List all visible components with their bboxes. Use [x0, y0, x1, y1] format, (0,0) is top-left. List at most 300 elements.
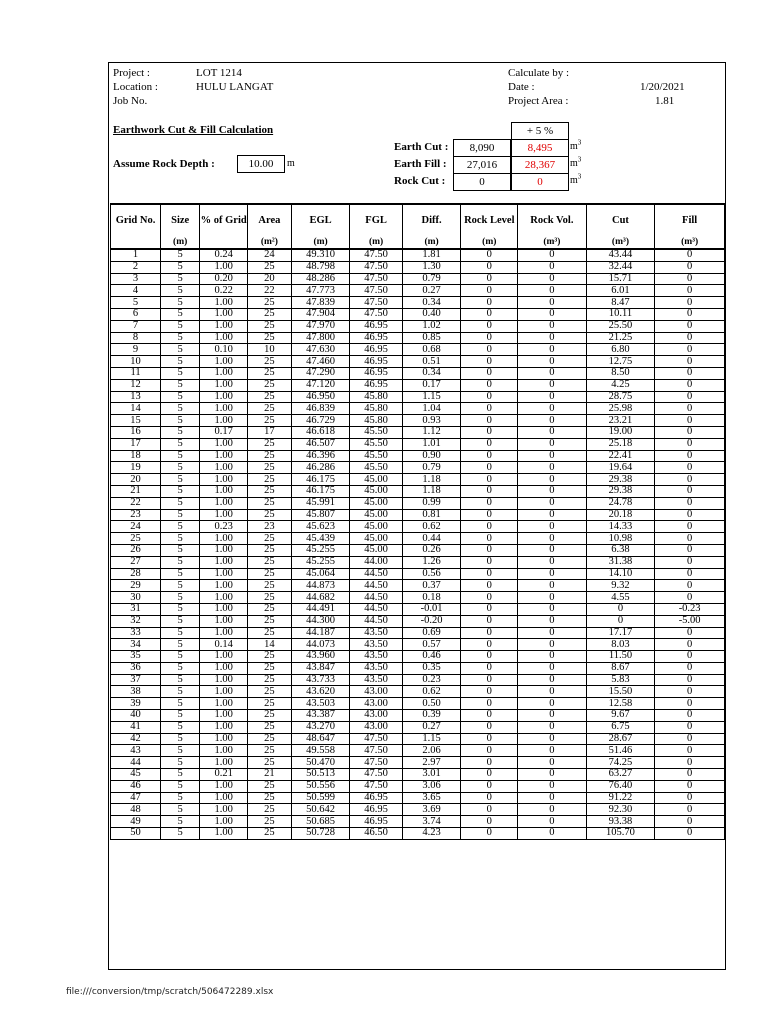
table-cell[interactable]: -0.23	[655, 603, 725, 615]
table-cell[interactable]: 0	[461, 379, 518, 391]
table-cell[interactable]: 0.81	[402, 509, 461, 521]
table-cell[interactable]: 45.50	[350, 438, 402, 450]
table-cell[interactable]: 1.00	[200, 792, 248, 804]
table-cell[interactable]: 0	[461, 639, 518, 651]
table-cell[interactable]: 45.50	[350, 450, 402, 462]
table-cell[interactable]: 0	[518, 651, 587, 663]
table-cell[interactable]: 25	[248, 674, 292, 686]
table-cell[interactable]: 25	[248, 733, 292, 745]
table-cell[interactable]: 2.97	[402, 757, 461, 769]
table-cell[interactable]: 5	[161, 615, 200, 627]
table-cell[interactable]: 44.00	[350, 556, 402, 568]
table-cell[interactable]: 29	[111, 580, 161, 592]
table-cell[interactable]: 0	[655, 273, 725, 285]
table-cell[interactable]: 47.50	[350, 780, 402, 792]
table-cell[interactable]: 0	[655, 592, 725, 604]
table-cell[interactable]: 0	[655, 285, 725, 297]
table-cell[interactable]: 1.30	[402, 261, 461, 273]
table-cell[interactable]: 20	[248, 273, 292, 285]
table-cell[interactable]: 0.14	[200, 639, 248, 651]
table-cell[interactable]: 0	[518, 804, 587, 816]
table-cell[interactable]: 45.80	[350, 415, 402, 427]
table-cell[interactable]: 0	[461, 332, 518, 344]
table-cell[interactable]: 0	[655, 391, 725, 403]
table-cell[interactable]: 0.21	[200, 769, 248, 781]
table-cell[interactable]: 18	[111, 450, 161, 462]
table-cell[interactable]: 43	[111, 745, 161, 757]
table-cell[interactable]: 1.00	[200, 615, 248, 627]
table-cell[interactable]: 46	[111, 780, 161, 792]
table-cell[interactable]: 0	[518, 391, 587, 403]
table-cell[interactable]: 49.558	[291, 745, 350, 757]
table-cell[interactable]: 1.00	[200, 627, 248, 639]
table-cell[interactable]: 0.26	[402, 544, 461, 556]
table-cell[interactable]: 1.00	[200, 261, 248, 273]
table-cell[interactable]: 5	[161, 792, 200, 804]
table-cell[interactable]: 25	[248, 592, 292, 604]
table-cell[interactable]: 1.00	[200, 757, 248, 769]
table-cell[interactable]: 45.80	[350, 403, 402, 415]
table-cell[interactable]: 5	[161, 509, 200, 521]
table-cell[interactable]: 24	[248, 249, 292, 261]
table-cell[interactable]: 50.642	[291, 804, 350, 816]
table-cell[interactable]: 5	[161, 320, 200, 332]
table-cell[interactable]: 0	[518, 710, 587, 722]
table-cell[interactable]: 0.69	[402, 627, 461, 639]
table-cell[interactable]: 0.46	[402, 651, 461, 663]
table-cell[interactable]: 26	[111, 544, 161, 556]
table-cell[interactable]: 0.51	[402, 356, 461, 368]
table-cell[interactable]: 0	[461, 497, 518, 509]
table-cell[interactable]: 91.22	[586, 792, 655, 804]
table-cell[interactable]: 14	[248, 639, 292, 651]
table-cell[interactable]: 49.310	[291, 249, 350, 261]
table-cell[interactable]: 0	[655, 308, 725, 320]
table-cell[interactable]: 0	[518, 580, 587, 592]
table-cell[interactable]: 0	[461, 533, 518, 545]
table-cell[interactable]: 0	[518, 556, 587, 568]
table-cell[interactable]: 5	[161, 698, 200, 710]
rock-cut-plus-value[interactable]: 0	[511, 173, 569, 191]
table-cell[interactable]: 50.599	[291, 792, 350, 804]
table-cell[interactable]: 1.00	[200, 721, 248, 733]
table-cell[interactable]: 0	[655, 686, 725, 698]
table-cell[interactable]: 0	[655, 580, 725, 592]
table-cell[interactable]: 0	[655, 662, 725, 674]
earth-cut-plus-value[interactable]: 8,495	[511, 139, 569, 157]
table-cell[interactable]: 5	[161, 297, 200, 309]
table-cell[interactable]: 17	[111, 438, 161, 450]
table-cell[interactable]: 1.00	[200, 674, 248, 686]
table-cell[interactable]: 0.85	[402, 332, 461, 344]
table-cell[interactable]: 0	[461, 356, 518, 368]
table-cell[interactable]: 46.95	[350, 379, 402, 391]
table-cell[interactable]: 1.00	[200, 651, 248, 663]
table-cell[interactable]: 0	[461, 804, 518, 816]
table-cell[interactable]: 0	[461, 592, 518, 604]
table-cell[interactable]: 0	[518, 757, 587, 769]
table-cell[interactable]: 0	[655, 426, 725, 438]
table-cell[interactable]: 20	[111, 474, 161, 486]
table-cell[interactable]: 0.10	[200, 344, 248, 356]
table-cell[interactable]: 0	[518, 285, 587, 297]
table-cell[interactable]: 5	[161, 686, 200, 698]
table-cell[interactable]: 16	[111, 426, 161, 438]
table-cell[interactable]: 0.62	[402, 686, 461, 698]
table-cell[interactable]: 0	[461, 580, 518, 592]
table-cell[interactable]: 25	[248, 792, 292, 804]
table-cell[interactable]: 0	[461, 780, 518, 792]
table-cell[interactable]: -5.00	[655, 615, 725, 627]
table-cell[interactable]: 0	[461, 816, 518, 828]
table-cell[interactable]: 5	[161, 769, 200, 781]
table-cell[interactable]: 1.00	[200, 804, 248, 816]
table-cell[interactable]: 0	[461, 320, 518, 332]
table-cell[interactable]: 5	[161, 332, 200, 344]
table-cell[interactable]: 8.03	[586, 639, 655, 651]
table-cell[interactable]: 45	[111, 769, 161, 781]
table-cell[interactable]: 39	[111, 698, 161, 710]
table-cell[interactable]: 0	[518, 332, 587, 344]
table-cell[interactable]: 1.00	[200, 533, 248, 545]
table-cell[interactable]: 44.50	[350, 592, 402, 604]
table-cell[interactable]: 50.685	[291, 816, 350, 828]
table-cell[interactable]: 5	[161, 603, 200, 615]
table-cell[interactable]: 20.18	[586, 509, 655, 521]
table-cell[interactable]: 6.75	[586, 721, 655, 733]
table-cell[interactable]: 0	[655, 721, 725, 733]
table-cell[interactable]: 6.38	[586, 544, 655, 556]
table-cell[interactable]: 0.68	[402, 344, 461, 356]
table-cell[interactable]: 19.64	[586, 462, 655, 474]
table-cell[interactable]: 25	[248, 438, 292, 450]
table-cell[interactable]: 1.18	[402, 485, 461, 497]
table-cell[interactable]: 25	[248, 261, 292, 273]
table-cell[interactable]: 5	[161, 273, 200, 285]
table-cell[interactable]: 0	[461, 344, 518, 356]
table-cell[interactable]: 46.950	[291, 391, 350, 403]
table-cell[interactable]: 0	[518, 509, 587, 521]
table-cell[interactable]: 23	[111, 509, 161, 521]
table-cell[interactable]: 0.62	[402, 521, 461, 533]
table-cell[interactable]: 1.00	[200, 698, 248, 710]
table-cell[interactable]: 0	[655, 297, 725, 309]
table-cell[interactable]: 25	[248, 356, 292, 368]
table-cell[interactable]: 0	[655, 497, 725, 509]
table-cell[interactable]: 47.460	[291, 356, 350, 368]
table-cell[interactable]: 1.15	[402, 391, 461, 403]
table-cell[interactable]: 1.18	[402, 474, 461, 486]
table-cell[interactable]: 1.00	[200, 745, 248, 757]
table-cell[interactable]: 0	[461, 757, 518, 769]
table-cell[interactable]: 1.00	[200, 592, 248, 604]
table-cell[interactable]: 25	[248, 568, 292, 580]
table-cell[interactable]: 47.50	[350, 733, 402, 745]
table-cell[interactable]: 47.50	[350, 769, 402, 781]
table-cell[interactable]: 46.175	[291, 474, 350, 486]
table-cell[interactable]: 25	[248, 379, 292, 391]
table-cell[interactable]: 10.98	[586, 533, 655, 545]
table-cell[interactable]: 0.18	[402, 592, 461, 604]
table-cell[interactable]: 25	[248, 721, 292, 733]
table-cell[interactable]: 0	[518, 769, 587, 781]
table-cell[interactable]: 8.50	[586, 367, 655, 379]
table-cell[interactable]: 43.50	[350, 627, 402, 639]
table-cell[interactable]: 5	[161, 426, 200, 438]
table-cell[interactable]: 0	[518, 615, 587, 627]
table-cell[interactable]: 43.387	[291, 710, 350, 722]
table-cell[interactable]: 25	[111, 533, 161, 545]
table-cell[interactable]: 1.00	[200, 816, 248, 828]
table-cell[interactable]: 25	[248, 403, 292, 415]
table-cell[interactable]: 0.35	[402, 662, 461, 674]
earth-fill-plus-value[interactable]: 28,367	[511, 156, 569, 174]
table-cell[interactable]: 22	[248, 285, 292, 297]
table-cell[interactable]: 6.01	[586, 285, 655, 297]
table-cell[interactable]: 19.00	[586, 426, 655, 438]
table-cell[interactable]: 5	[161, 474, 200, 486]
earth-fill-value[interactable]: 27,016	[453, 156, 511, 174]
table-cell[interactable]: 47.773	[291, 285, 350, 297]
table-cell[interactable]: 5	[161, 828, 200, 840]
table-cell[interactable]: 25	[248, 745, 292, 757]
table-cell[interactable]: 0	[461, 568, 518, 580]
table-cell[interactable]: 0	[655, 651, 725, 663]
table-cell[interactable]: 22	[111, 497, 161, 509]
table-cell[interactable]: 0	[461, 415, 518, 427]
table-cell[interactable]: 10	[111, 356, 161, 368]
table-cell[interactable]: 25	[248, 509, 292, 521]
table-cell[interactable]: 1.00	[200, 733, 248, 745]
table-cell[interactable]: 43.00	[350, 698, 402, 710]
table-cell[interactable]: 45.00	[350, 533, 402, 545]
table-cell[interactable]: 1.00	[200, 474, 248, 486]
table-cell[interactable]: 28.67	[586, 733, 655, 745]
table-cell[interactable]: 44.50	[350, 603, 402, 615]
table-cell[interactable]: 12.58	[586, 698, 655, 710]
table-cell[interactable]: 0	[461, 733, 518, 745]
table-cell[interactable]: 29.38	[586, 485, 655, 497]
table-cell[interactable]: 0	[518, 438, 587, 450]
table-cell[interactable]: 5	[161, 379, 200, 391]
table-cell[interactable]: 43.733	[291, 674, 350, 686]
table-cell[interactable]: 0	[655, 710, 725, 722]
table-cell[interactable]: 5	[161, 710, 200, 722]
table-cell[interactable]: 25	[248, 462, 292, 474]
table-cell[interactable]: 5	[161, 662, 200, 674]
table-cell[interactable]: 0	[655, 745, 725, 757]
table-cell[interactable]: 12.75	[586, 356, 655, 368]
table-cell[interactable]: 25	[248, 804, 292, 816]
table-cell[interactable]: 0	[461, 662, 518, 674]
table-cell[interactable]: 0.27	[402, 285, 461, 297]
table-cell[interactable]: 0	[461, 485, 518, 497]
table-cell[interactable]: 43.620	[291, 686, 350, 698]
table-cell[interactable]: 11.50	[586, 651, 655, 663]
table-cell[interactable]: 0.90	[402, 450, 461, 462]
table-cell[interactable]: 43.00	[350, 721, 402, 733]
table-cell[interactable]: 25	[248, 615, 292, 627]
table-cell[interactable]: 27	[111, 556, 161, 568]
table-cell[interactable]: 45.439	[291, 533, 350, 545]
table-cell[interactable]: 0	[518, 403, 587, 415]
table-cell[interactable]: 0	[461, 627, 518, 639]
table-cell[interactable]: 0	[655, 367, 725, 379]
table-cell[interactable]: 5	[161, 544, 200, 556]
table-cell[interactable]: 0	[518, 356, 587, 368]
table-cell[interactable]: 0	[461, 828, 518, 840]
table-cell[interactable]: 0	[461, 769, 518, 781]
table-cell[interactable]: 0	[518, 308, 587, 320]
table-cell[interactable]: 5	[161, 285, 200, 297]
table-cell[interactable]: 0	[518, 733, 587, 745]
table-cell[interactable]: 25	[248, 485, 292, 497]
table-cell[interactable]: 15.50	[586, 686, 655, 698]
table-cell[interactable]: 51.46	[586, 745, 655, 757]
table-cell[interactable]: 0	[655, 356, 725, 368]
table-cell[interactable]: 0	[518, 639, 587, 651]
table-cell[interactable]: 5.83	[586, 674, 655, 686]
table-cell[interactable]: 5	[111, 297, 161, 309]
table-cell[interactable]: 45.064	[291, 568, 350, 580]
table-cell[interactable]: 46.95	[350, 816, 402, 828]
table-cell[interactable]: 1.04	[402, 403, 461, 415]
table-cell[interactable]: 92.30	[586, 804, 655, 816]
table-cell[interactable]: 5	[161, 556, 200, 568]
table-cell[interactable]: 0	[518, 828, 587, 840]
table-cell[interactable]: 0	[518, 568, 587, 580]
table-cell[interactable]: 1.26	[402, 556, 461, 568]
table-cell[interactable]: 48.286	[291, 273, 350, 285]
table-cell[interactable]: 47.290	[291, 367, 350, 379]
table-cell[interactable]: 14.33	[586, 521, 655, 533]
table-cell[interactable]: 46.95	[350, 367, 402, 379]
table-cell[interactable]: 15	[111, 415, 161, 427]
table-cell[interactable]: 0	[461, 249, 518, 261]
table-cell[interactable]: 0.34	[402, 367, 461, 379]
table-cell[interactable]: 0	[518, 249, 587, 261]
table-cell[interactable]: 0	[518, 450, 587, 462]
table-cell[interactable]: 43.503	[291, 698, 350, 710]
table-cell[interactable]: 14.10	[586, 568, 655, 580]
table-cell[interactable]: 12	[111, 379, 161, 391]
table-cell[interactable]: 0.17	[402, 379, 461, 391]
table-cell[interactable]: 25	[248, 757, 292, 769]
table-cell[interactable]: 0	[655, 544, 725, 556]
table-cell[interactable]: 46.175	[291, 485, 350, 497]
table-cell[interactable]: 0	[461, 273, 518, 285]
table-cell[interactable]: 5	[161, 403, 200, 415]
table-cell[interactable]: 5	[161, 356, 200, 368]
table-cell[interactable]: 1.00	[200, 308, 248, 320]
table-cell[interactable]: 46.507	[291, 438, 350, 450]
table-cell[interactable]: 50	[111, 828, 161, 840]
table-cell[interactable]: 0.50	[402, 698, 461, 710]
table-cell[interactable]: 25	[248, 580, 292, 592]
table-cell[interactable]: 0.23	[200, 521, 248, 533]
table-cell[interactable]: 1.00	[200, 356, 248, 368]
table-cell[interactable]: 25	[248, 320, 292, 332]
table-cell[interactable]: 0	[461, 438, 518, 450]
table-cell[interactable]: 25	[248, 710, 292, 722]
table-cell[interactable]: 0	[518, 320, 587, 332]
table-cell[interactable]: 0	[461, 521, 518, 533]
table-cell[interactable]: 5	[161, 344, 200, 356]
table-cell[interactable]: 43.270	[291, 721, 350, 733]
table-cell[interactable]: 0	[518, 367, 587, 379]
table-cell[interactable]: 0	[655, 698, 725, 710]
table-cell[interactable]: 15.71	[586, 273, 655, 285]
table-cell[interactable]: 46.95	[350, 332, 402, 344]
table-cell[interactable]: 44.300	[291, 615, 350, 627]
table-cell[interactable]: 0	[655, 485, 725, 497]
table-cell[interactable]: 0	[461, 603, 518, 615]
table-cell[interactable]: 5	[161, 745, 200, 757]
table-cell[interactable]: 24	[111, 521, 161, 533]
table-cell[interactable]: 0.79	[402, 273, 461, 285]
table-cell[interactable]: 1.00	[200, 828, 248, 840]
table-cell[interactable]: 35	[111, 651, 161, 663]
table-cell[interactable]: 1.00	[200, 415, 248, 427]
table-cell[interactable]: 46.50	[350, 828, 402, 840]
table-cell[interactable]: 31.38	[586, 556, 655, 568]
table-cell[interactable]: 41	[111, 721, 161, 733]
table-cell[interactable]: 0	[655, 521, 725, 533]
table-cell[interactable]: 46.95	[350, 344, 402, 356]
table-cell[interactable]: 0	[655, 379, 725, 391]
table-cell[interactable]: 28	[111, 568, 161, 580]
table-cell[interactable]: 0	[586, 615, 655, 627]
table-cell[interactable]: 43.50	[350, 674, 402, 686]
table-cell[interactable]: 48.798	[291, 261, 350, 273]
table-cell[interactable]: 7	[111, 320, 161, 332]
table-cell[interactable]: 47.630	[291, 344, 350, 356]
table-cell[interactable]: 25	[248, 651, 292, 663]
table-cell[interactable]: 46.729	[291, 415, 350, 427]
table-cell[interactable]: 25	[248, 556, 292, 568]
table-cell[interactable]: 47.120	[291, 379, 350, 391]
table-cell[interactable]: 45.80	[350, 391, 402, 403]
table-cell[interactable]: 5	[161, 249, 200, 261]
table-cell[interactable]: 0	[518, 379, 587, 391]
table-cell[interactable]: 50.556	[291, 780, 350, 792]
table-cell[interactable]: 1.15	[402, 733, 461, 745]
table-cell[interactable]: 44.491	[291, 603, 350, 615]
table-cell[interactable]: 19	[111, 462, 161, 474]
table-cell[interactable]: 0	[518, 297, 587, 309]
table-cell[interactable]: 0	[655, 415, 725, 427]
table-cell[interactable]: 6	[111, 308, 161, 320]
table-cell[interactable]: 0	[655, 403, 725, 415]
table-cell[interactable]: 0	[655, 804, 725, 816]
table-cell[interactable]: 0	[461, 544, 518, 556]
table-cell[interactable]: 23.21	[586, 415, 655, 427]
table-cell[interactable]: 4	[111, 285, 161, 297]
table-cell[interactable]: 6.80	[586, 344, 655, 356]
table-cell[interactable]: 1.00	[200, 497, 248, 509]
table-cell[interactable]: 0	[655, 509, 725, 521]
table-cell[interactable]: 5	[161, 391, 200, 403]
rock-depth-value[interactable]: 10.00	[237, 155, 285, 173]
table-cell[interactable]: 5	[161, 674, 200, 686]
table-cell[interactable]: 0	[518, 497, 587, 509]
table-cell[interactable]: 0	[655, 816, 725, 828]
table-cell[interactable]: 47.800	[291, 332, 350, 344]
table-cell[interactable]: 47.50	[350, 745, 402, 757]
table-cell[interactable]: 0	[461, 462, 518, 474]
table-cell[interactable]: 1.00	[200, 568, 248, 580]
table-cell[interactable]: 10.11	[586, 308, 655, 320]
